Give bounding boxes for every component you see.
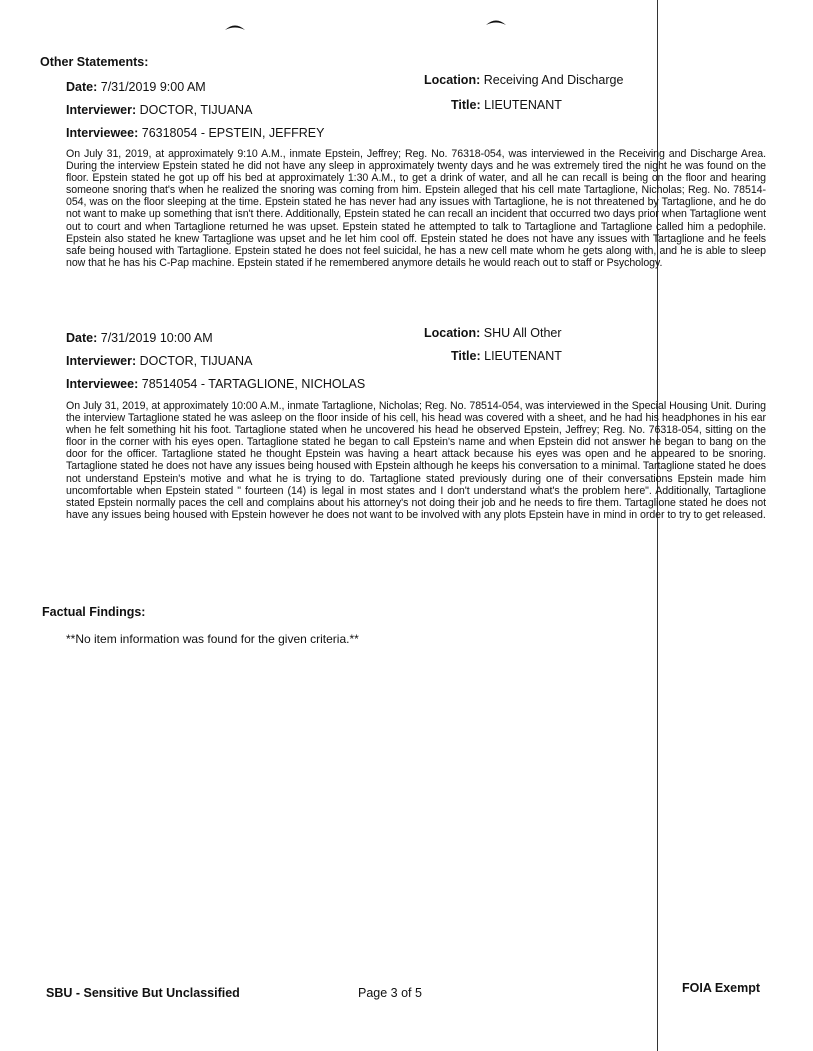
date-label: Date: xyxy=(66,80,98,94)
interviewee-label: Interviewee: xyxy=(66,126,139,140)
statement-narrative: On July 31, 2019, at approximately 9:10 A.M., inmate Epstein, Jeffrey; Reg. No. 76318-054, was interviewed in the Receiving and Discharge Area. During the interview Epstein stated he did not have any sleep in approximately twenty days and he was extremely tired the night he was found on the floor. Epstein stated he got up off his bed at approximately 1:30 A.M., to get a drink of water, and all he can recall is being on the floor and hearing someone snoring that's when he realized the snoring was coming from him. Epstein alleged that his cell mate Tartaglione, Nicholas; Reg. No. 78514-054, was on the floor sleeping at the time. Epstein stated he has never had any issues with Tartaglione, he is not threatened by Tartaglione, and he do not want to make up something that isn't there. Additionally, Epstein stated he can recall an incident that occurred two days prior when Tartaglione went out to court and when Tartaglione returned he was upset. Epstein stated he attempted to talk to Tartaglione and Tartaglione called him a pedophile. Epstein also stated he knew Tartaglione was upset and he let him cool off. Epstein stated he does not have any issues with Tartaglione and he feels safe being housed with Tartaglione. Epstein stated he does not feel suicidal, he has a new cell mate whom he gets along with, and he is able to sleep now that he has his C-Pap machine. Epstein stated if he remembered anymore details he would reach out to staff or Psychology. xyxy=(66,148,766,269)
interviewee-value: 76318054 - EPSTEIN, JEFFREY xyxy=(141,126,325,140)
interviewer-value: DOCTOR, TIJUANA xyxy=(139,103,253,117)
section-heading-other-statements: Other Statements: xyxy=(40,55,149,69)
statement-date-row xyxy=(66,331,213,345)
date-value: 7/31/2019 10:00 AM xyxy=(100,331,213,345)
footer-classification: SBU - Sensitive But Unclassified xyxy=(46,986,240,1000)
statement-location-row xyxy=(424,326,562,340)
statement-title-row xyxy=(451,349,562,363)
title-value: LIEUTENANT xyxy=(484,349,562,363)
date-label: Date: xyxy=(66,331,98,345)
interviewer-label: Interviewer: xyxy=(66,354,137,368)
findings-text: **No item information was found for the given criteria.** xyxy=(66,632,359,646)
statement-narrative: On July 31, 2019, at approximately 10:00 A.M., inmate Tartaglione, Nicholas; Reg. No. 78514-054, was interviewed in the Special Housing Unit. During the interview Tartaglione stated he was asleep on the floor inside of his cell, his head was covered with a sheet, and he had his headphones in his ear when he felt something hit his foot. Tartaglione stated when he uncovered his head he observed Epstein, Jeffrey; Reg. No. 76318-054, sitting on the floor in the corner with his eyes open. Tartaglione stated he began to call Epstein's name and when Epstein did not answer he began to bang on the door for the officer. Tartaglione stated he thought Epstein was having a heart attack because his eyes was open and he appeared to be snoring. Tartaglione stated he does not have any issues being housed with Epstein although he keeps his conversation to a minimal. Tartaglione stated he does not understand Epstein's motive and what he is trying to do. Tartaglione stated previously during one of their conversations Epstein made him uncomfortable when Epstein stated " fourteen (14) is legal in most states and I don't understand what's the problem here". Additionally, Tartaglione stated Epstein normally paces the cell and complains about his attorney's not doing their job and he needs to fire them. Tartaglione stated he does not have any issues being housed with Epstein however he does not want to be involved with any plots Epstein have in mind in order to try to get released. xyxy=(66,400,766,521)
date-value: 7/31/2019 9:00 AM xyxy=(100,80,206,94)
statement-interviewer-row xyxy=(66,103,252,117)
statement-interviewee-row xyxy=(66,126,324,140)
footer-foia-exempt: FOIA Exempt xyxy=(682,981,761,995)
section-heading-factual-findings: Factual Findings: xyxy=(42,605,146,619)
interviewer-label: Interviewer: xyxy=(66,103,137,117)
location-label: Location: xyxy=(424,73,481,87)
title-label: Title: xyxy=(451,349,481,363)
footer-page-number: Page 3 of 5 xyxy=(358,986,422,1000)
location-value: SHU All Other xyxy=(483,326,562,340)
interviewer-value: DOCTOR, TIJUANA xyxy=(139,354,253,368)
title-value: LIEUTENANT xyxy=(484,98,562,112)
statement-interviewer-row xyxy=(66,354,252,368)
statement-location-row xyxy=(424,73,623,87)
location-label: Location: xyxy=(424,326,481,340)
statement-title-row xyxy=(451,98,562,112)
scan-mark xyxy=(485,17,507,27)
statement-date-row xyxy=(66,80,206,94)
interviewee-value: 78514054 - TARTAGLIONE, NICHOLAS xyxy=(141,377,366,391)
statement-interviewee-row xyxy=(66,377,365,391)
scan-mark xyxy=(224,22,246,32)
interviewee-label: Interviewee: xyxy=(66,377,139,391)
title-label: Title: xyxy=(451,98,481,112)
location-value: Receiving And Discharge xyxy=(483,73,624,87)
